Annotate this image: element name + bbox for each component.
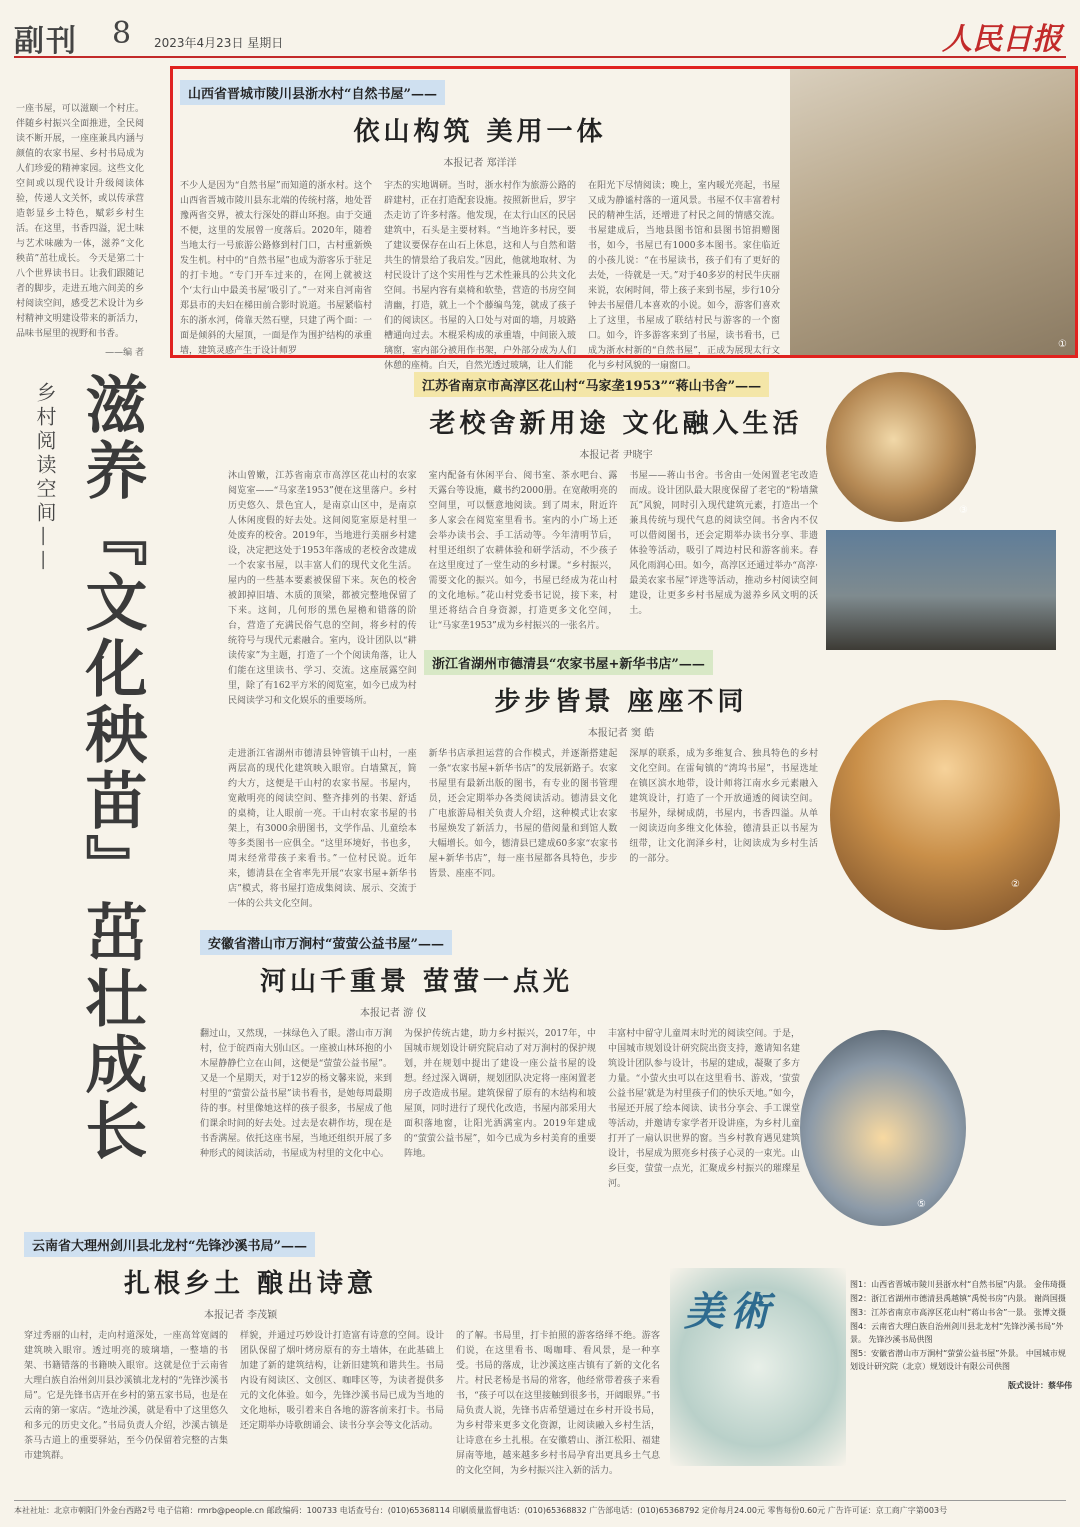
photo-number: ⑤	[917, 1199, 926, 1210]
article-kicker: 安徽省潜山市万涧村“萤萤公益书屋”——	[200, 930, 452, 955]
caption-1: 图1：山西省晋城市陵川县浙水村“自然书屋”内景。 金伟琦摄	[850, 1280, 1066, 1289]
design-credit: 版式设计：蔡华伟	[1008, 1381, 1072, 1390]
editor-note-text: 一座书屋，可以滋颐一个村庄。 伴随乡村振兴全面推进，全民阅读不断开展，一座座兼具内涵与颜值的农家书屋、乡村书局成为人们珍爱的精神家园。这些文化空间或以现代设计升级阅读体验，传递人文关怀，或以传承营造彰显乡土特色，赋彩乡村生活。在这里，书香四溢，泥土味与艺术味融为一体，滋养“文化秧苗”茁壮成长。 今天是第二十八个世界读书日。让我们跟随记者的脚步，走进五地六间美的乡村阅读空间，感受艺术设计为乡村精神文明建设带来的新活力，品味书屋里的视野和书香。	[16, 104, 144, 339]
photo-jiangsu-reading-room	[826, 372, 976, 522]
article-column: 深厚的联系，成为多维复合、独具特色的乡村文化空间。在雷甸镇的“湾坞书屋”，书屋选址在镇区滨水地带，设计师将江南水乡元素融入建筑设计，打造了一个开放通透的阅读空间。书屋外，绿树成荫，书屋内，书香四溢。从单一阅读迈向多维文化体验，德清县正以书屋为纽带，让文化润泽乡村，让阅读成为乡村生活的一部分。	[629, 749, 819, 864]
caption-3: 图3：江苏省南京市高淳区花山村“蒋山书舍”一景。 张博文摄	[850, 1308, 1066, 1317]
article-column: 不少人是因为“自然书屋”而知道的浙水村。这个山西省晋城市陵川县东北端的传统村落，地处晋豫两省交界，被太行深处的群山环抱。由于交通不便，这里的发展曾一度落后。2020年，随着当地太行一号旅游公路修到村门口，古村重新焕发生机。村中的“自然书屋”也成为游客乐于驻足的打卡地。“专门开车过来的，在网上就被这个‘太行山中最美书屋’吸引了。”一对来自河南省郑县市的夫妇在梯田前合影时说道。书屋紧临村东的浙水河，倚靠天然石壁，只建了两个面：一面是倾斜的大屋顶，一面是作为围护结构的承重墙，建筑灵感产生于设计师罗	[180, 181, 372, 356]
article-column: 在阳光下尽情阅读；晚上，室内暖光亮起，书屋又成为静谧村落的一道风景。书屋不仅丰富着村民的精神生活，还增进了村民之间的情感交流。书屋建成后，当地县图书馆和县图书馆捐赠图书，如今，书屋已有1000多本图书。家住临近的小孩儿说：“在书屋读书，孩子们有了更好的去处，一待就是一天。”对于40多岁的村民牛庆丽来说，农闲时间，带上孩子来到书屋，步行10分钟去书屋借几本喜欢的小说。如今，游客们喜欢上了这里，书屋成了联结村民与游客的一个窗口。如今，许多游客来到了书屋，读书看书，已成为浙水村新的“自然书屋”，正成为展现太行文化与乡村风貌的一扇窗口。	[588, 181, 780, 371]
editor-sign: ——编 者	[105, 348, 144, 358]
article-column: 为保护传统古建，助力乡村振兴，2017年，中国城市规划设计研究院启动了对万涧村的保护规划，并在规划中提出了建设一座公益书屋的设想。经过深入调研，规划团队决定将一座闲置老房子改造成书屋。建筑保留了原有的木结构和坡屋顶，同时进行了现代化改造，书屋内部采用大面积落地窗，让阳光洒满室内。2019年建成的“萤萤公益书屋”，如今已成为乡村美育的重要阵地。	[404, 1029, 596, 1159]
article-yunnan	[24, 1232, 660, 1494]
masthead	[14, 14, 1066, 58]
footer-info: 本社社址：北京市朝阳门外金台西路2号 电子信箱：rmrb@people.cn 邮政编码：100733 电话查号台：(010)65368114 印刷质量监督电话：(010)65368832 广告部电话：(010)65368792 定价每月24.00元 零售每份0.60元 广告许可证：京工商广字第003号	[14, 1500, 1066, 1520]
article-headline: 步步皆景 座座不同	[494, 687, 748, 717]
section-name: 副刊	[14, 24, 78, 59]
article-column: 样貌，并通过巧妙设计打造富有诗意的空间。设计团队保留了烟叶烤房原有的夯土墙体，在此基础上加建了新的建筑结构，让新旧建筑和谐共生。书局内设有阅读区、文创区、咖啡区等，为读者提供多元的文化体验。如今，先锋沙溪书局已成为当地的文化地标，吸引着来自各地的游客前来打卡。书局还定期举办诗歌朗诵会、读书分享会等文化活动。	[240, 1331, 444, 1431]
vertical-title: 滋养『文化秧苗』茁壮成长	[75, 372, 148, 1164]
caption-4: 图4：云南省大理白族自治州剑川县北龙村“先锋沙溪书局”外景。 先锋沙溪书局供图	[850, 1322, 1064, 1344]
photo-number: ③	[959, 505, 968, 516]
art-word: 美術	[684, 1288, 776, 1335]
article-byline: 本报记者 游 仪	[360, 1008, 427, 1019]
article-kicker: 江苏省南京市高淳区花山村“马家垄1953”“蒋山书舍”——	[414, 372, 769, 397]
article-kicker: 山西省晋城市陵川县浙水村“自然书屋”——	[180, 80, 445, 105]
article-byline: 本报记者 郑洋洋	[443, 158, 517, 169]
editor-note	[16, 102, 144, 361]
article-anhui	[200, 930, 800, 1220]
article-zhejiang	[228, 650, 818, 920]
photo-zhejiang-interior	[830, 700, 1060, 930]
article-column: 穿过秀丽的山村，走向村道深处，一座高耸宽阔的建筑映入眼帘。透过明亮的玻璃墙，一整墙的书架、书籍错落的书籍映入眼帘。这就是位于云南省大理白族自治州剑川县沙溪镇北龙村的“先锋沙溪书局”。它是先锋书店开在乡村的第五家书局，也是在云南的第一家店。“选址沙溪，就是看中了这里悠久和多元的历史文化。”书局负责人介绍，沙溪古镇是茶马古道上的重要驿站，至今仍保留着完整的古集市建筑群。	[24, 1331, 228, 1461]
photo-captions	[850, 1278, 1072, 1393]
highlight-box	[170, 66, 1078, 358]
photo-anhui-book-house	[800, 1030, 966, 1226]
article-headline: 依山构筑 美用一体	[353, 117, 607, 147]
article-headline: 老校舍新用途 文化融入生活	[429, 409, 803, 439]
article-column: 沐山曾嫩，江苏省南京市高淳区花山村的农家阅览室——“马家垄1953”便在这里落户。乡村历史悠久、景色宜人，是南京山区中，是南京人休闲度假的好去处。这间阅览室原是村里一处废弃的校舍。2019年，当地进行美丽乡村建设，决定把这处于1953年落成的老校舍改建成一个农家书屋，以丰富人们的现代文化生活。屋内的一些基本要素被保留下来。灰色的校舍被卸掉旧墙、木质的顶梁，都被完整地保留了下来。这间，几何形的黑色屋檐和错落的阶台，营造了充满民俗气息的空间，将乡村的传统符号与现代元素融合。室内，设计团队以“耕读传家”为主题，打造了一个个阅读角落，让人们能在这里读书、学习、交流。这座展露空间里，除了有162平方米的阅览室，如今已成为村民阅读学习和文化娱乐的重要场所。	[228, 471, 417, 706]
page-number: 8	[112, 16, 132, 51]
article-column: 走进浙江省湖州市德清县钟管镇干山村，一座两层高的现代化建筑映入眼帘。白墙黛瓦，简约大方，这便是干山村的农家书屋。书屋内，宽敞明亮的阅读空间、整齐排列的书架、舒适的桌椅，让人眼前一亮。干山村农家书屋的书架上，有3000余册图书，文学作品、儿童绘本等多类图书一应俱全。“这里环境好，书也多，周末经常带孩子来看书。”一位村民说。近年来，德清县在全省率先开展“农家书屋+新华书店”模式，将书屋打造成集阅读、展示、交流于一体的公共文化空间。	[228, 749, 417, 909]
article-byline: 本报记者 尹晓宇	[579, 450, 653, 461]
article-kicker: 云南省大理州剑川县北龙村“先锋沙溪书局”——	[24, 1232, 315, 1257]
article-column: 书屋——蒋山书舍。书舍由一处闲置老宅改造而成。设计团队最大限度保留了老宅的“粉墙黛瓦”风貌，同时引入现代建筑元素，打造出一个兼具传统与现代气息的阅读空间。书舍内不仅可以借阅图书，还会定期举办读书分享、非遗体验等活动，吸引了周边村民和游客前来。春风化雨润心田。如今，高淳区还通过举办“高淳·最美农家书屋”评选等活动，推动乡村阅读空间建设，让更多乡村书屋成为滋养乡风文明的沃土。	[629, 471, 819, 616]
article-headline: 河山千重景 萤萤一点光	[260, 967, 574, 997]
article-column: 室内配备有休闲平台、阅书室、茶水吧台、露天露台等设施，藏书约2000册。在宽敞明亮的空间里，可以惬意地阅读。到了周末，附近许多人家会在阅览室里看书。室内的小广场上还会举办读书会、手工活动等。今年清明节后，村里还组织了农耕体验和研学活动，不少孩子在这里度过了一堂生动的乡村课。“乡村振兴，需要文化的振兴。如今，书屋已经成为花山村的文化地标。”花山村党委书记说，接下来，村里还将结合自身资源，打造更多文化空间，让“马家垄1953”成为乡村振兴的一张名片。	[428, 471, 618, 631]
photo-number: ①	[1058, 339, 1067, 350]
photo-number: ②	[1011, 879, 1020, 890]
issue-date: 2023年4月23日 星期日	[154, 36, 284, 50]
vertical-subtitle: 乡村阅读空间——	[33, 382, 57, 574]
caption-5: 图5：安徽省潜山市万涧村“萤萤公益书屋”外景。 中国城市规划设计研究院（北京）规划设计有限公司供图	[850, 1349, 1066, 1371]
article-column: 翻过山，又然现，一抹绿色入了眼。潜山市万涧村，位于皖西南大别山区。一座被山林环抱的小木屋静静伫立在山间，这便是“萤萤公益书屋”。又是一个星期天，对于12岁的杨文馨来说，来到村里的“萤萤公益书屋”读书看书，是她每周最期待的事。村里像她这样的孩子很多，书屋成了他们课余时间的好去处。过去是农耕作坊，现在是书香满屋。依托这座书屋，当地还组织开展了多种形式的阅读活动，书屋成为村里的文化中心。	[200, 1029, 392, 1159]
article-byline: 本报记者 窦 皓	[587, 728, 655, 739]
article-column: 的了解。书局里，打卡拍照的游客络绎不绝。游客们说，在这里看书、喝咖啡、看风景，是一种享受。书局的落成，让沙溪这座古镇有了新的文化名片。村民老杨是书局的常客，他经常带着孩子来看书，“孩子可以在这里接触到很多书，开阔眼界。”书局负责人说，先锋书店希望通过在乡村开设书局，为乡村带来更多文化资源，让阅读融入乡村生活，让诗意在乡土扎根。在安徽碧山、浙江松阳、福建屏南等地，越来越多乡村书局孕育出更具乡土气息的文化空间，为乡村振兴注入新的活力。	[456, 1331, 660, 1476]
article-byline: 本报记者 李茂颖	[204, 1310, 278, 1321]
article-headline: 扎根乡土 酿出诗意	[124, 1269, 378, 1299]
article-column: 丰富村中留守儿童周末时光的阅读空间。于是，中国城市规划设计研究院出资支持，邀请知名建筑设计团队参与设计，书屋的建成，凝聚了多方力量。“小萤火虫可以在这里看书、游戏，‘萤萤公益书屋’就是为村里孩子们的快乐天地。”如今，书屋还开展了绘本阅读、读书分享会、手工课堂等活动，并邀请专家学者开设讲座，为乡村儿童打开了一扇认识世界的窗。当乡村教育遇见建筑设计，书屋成为照亮乡村孩子心灵的一束光。山乡巨变，萤萤一点光，汇聚成乡村振兴的璀璨星河。	[608, 1029, 800, 1189]
article-kicker: 浙江省湖州市德清县“农家书屋+新华书店”——	[424, 650, 713, 675]
article-column: 宇杰的实地调研。当时，浙水村作为旅游公路的辟建村，正在打造配套设施。按照新世后，罗宇杰走访了许多村落。他发现，在太行山区的民居建筑中，石头是主要材料。“当地许多村民，要了建议要保存在山石上休息，这和人与自然和谐共生的情景给了我启发。”因此，他就地取材、为村民设计了这个实用性与艺术性兼具的公共文化空间。书屋内容有桌椅和软垫，营造的书房空间清幽，打造，就上一个个藤编鸟笼，就成了孩子们的阅读区。书屋的入口处与对面的墙，月坡路槽通向过去。木棍采构成的承重墙，中间嵌入玻璃窗，室内部分被用作书架，户外部分成为人们休憩的座椅。白天，自然光透过玻璃，让人们能	[384, 181, 576, 371]
newspaper-logo: 人民日报	[942, 22, 1062, 57]
caption-2: 图2：浙江省湖州市德清县禹越镇“禹悦书房”内景。 谢尚国摄	[850, 1294, 1066, 1303]
photo-zhejiang-exterior	[826, 530, 1056, 650]
article-column: 新华书店承担运营的合作模式，并逐渐搭建起一条“农家书屋+新华书店”的发展新路子。农家书屋里有最新出版的图书，有专业的图书管理员，还会定期举办各类阅读活动。德清县文化广电旅游局相关负责人介绍，这种模式让农家书屋焕发了新活力，书屋的借阅量和到馆人数大幅增长。如今，德清县已建成60多家“农家书屋+新华书店”，每一座书屋都各具特色，步步皆景、座座不同。	[428, 749, 618, 879]
